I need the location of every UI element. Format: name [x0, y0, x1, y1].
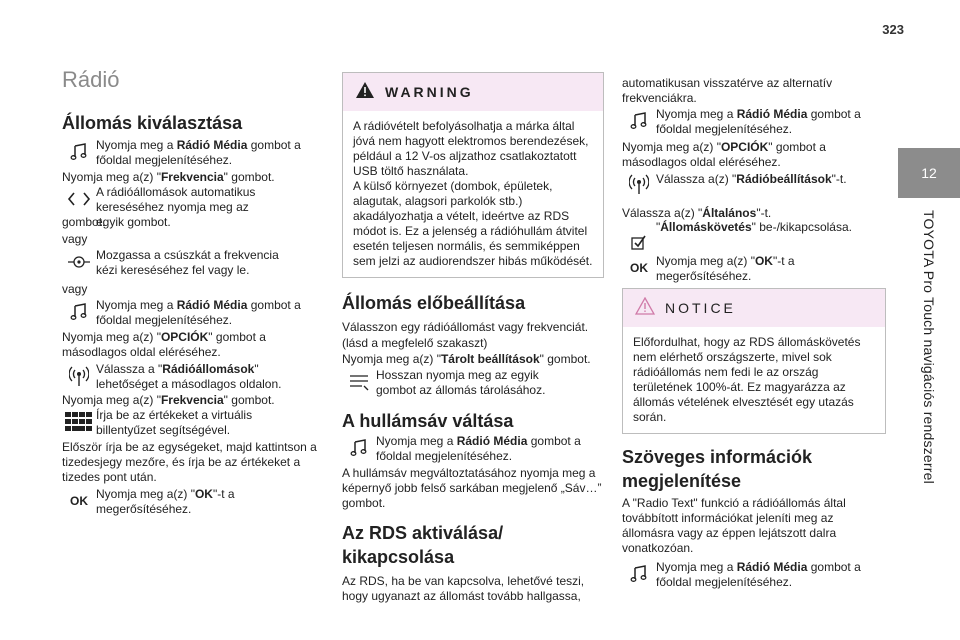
step-text: A rádióállomások automatikus kereséséhez nyomja meg az egyik gombot. — [96, 185, 256, 229]
warning-header — [343, 73, 603, 111]
keypad-icon — [62, 408, 96, 436]
music-note-icon — [622, 107, 656, 135]
paragraph: Először írja be az egységeket, majd kattintson a tizedesjegy mezőre, és írja be az értékeket a tizedes pont után. — [62, 440, 317, 484]
radio-signal-icon — [622, 170, 656, 198]
paragraph: (lásd a megfelelő szakaszt) — [342, 336, 488, 350]
step-text: "Állomáskövetés" be-/kikapcsolása. — [656, 220, 852, 234]
preset-list-icon — [342, 368, 376, 396]
heading-text-info-1: Szöveges információk — [622, 447, 813, 467]
paragraph: automatikusan visszatérve az alternatív frekvenciákra. — [622, 76, 833, 105]
notice-icon — [635, 297, 655, 319]
heading-preset: Állomás előbeállítása — [342, 293, 526, 313]
step-text: Hosszan nyomja meg az egyik gombot az állomás tárolásához. — [376, 368, 546, 397]
step-store — [342, 368, 604, 398]
heading-rds-1: Az RDS aktiválása/ — [342, 523, 504, 543]
heading-band: A hullámsáv váltása — [342, 411, 514, 431]
step-text: Írja be az értékeket a virtuális billentyűzet segítségével. — [96, 408, 253, 437]
warning-box — [342, 72, 604, 278]
section-title: Rádió — [62, 67, 120, 92]
paragraph: Válassza a(z) "Általános"-t. — [622, 206, 772, 220]
step-ok-2 — [622, 254, 882, 284]
music-note-icon — [62, 138, 96, 166]
music-note-icon — [622, 560, 656, 588]
side-title: TOYOTA Pro Touch navigációs rendszerrel — [921, 210, 937, 484]
paragraph: Nyomja meg a(z) "OPCIÓK" gombot a másodlagos oldal eléréséhez. — [62, 330, 266, 359]
ok-icon: OK — [630, 260, 648, 275]
heading-rds-2: kikapcsolása — [342, 547, 455, 567]
step-text: Nyomja meg a Rádió Média gombot a főoldal megjelenítéséhez. — [656, 107, 861, 136]
step-slider — [62, 248, 342, 278]
step-text: Nyomja meg a Rádió Média gombot a főoldal megjelenítéséhez. — [96, 138, 301, 167]
notice-header — [623, 289, 885, 327]
paragraph: Nyomja meg a(z) "OPCIÓK" gombot a másodlagos oldal eléréséhez. — [622, 140, 826, 169]
step-text: Válassza a(z) "Rádióbeállítások"-t. — [656, 172, 847, 186]
step-text: Válassza a "Rádióállomások" lehetőséget a másodlagos oldalon. — [96, 362, 282, 391]
music-note-icon — [342, 434, 376, 462]
paragraph: Nyomja meg a(z) "Frekvencia" gombot. — [62, 170, 275, 184]
chevron-left-right-icon — [62, 185, 96, 213]
paragraph: Válasszon egy rádióállomást vagy frekvenciát. — [342, 320, 589, 334]
step-radio-media-2 — [62, 298, 342, 328]
step-stations — [62, 362, 342, 392]
checkbox-icon — [622, 228, 656, 256]
paragraph: Az RDS, ha be van kapcsolva, lehetővé teszi, hogy ugyanazt az állomást tovább hallgassa, — [342, 574, 585, 603]
step-ok — [62, 487, 342, 517]
heading-text-info-2: megjelenítése — [622, 471, 742, 491]
notice-text: Előfordulhat, hogy az RDS állomáskövetés nem elérhető országszerte, mivel sok rádióállomás nem fedi le az ország területének 100%-át. Ez magyarázza az állomás vételének elvesztését egy utazás során. — [633, 335, 861, 424]
notice-label: NOTICE — [665, 299, 736, 316]
text-or: vagy — [62, 282, 88, 296]
ok-icon: OK — [70, 493, 88, 508]
step-radio-media — [62, 138, 342, 168]
step-radio-media-3 — [622, 107, 882, 137]
step-band — [342, 434, 604, 464]
paragraph: Nyomja meg a(z) "Tárolt beállítások" gombot. — [342, 352, 591, 366]
paragraph: A hullámsáv megváltoztatásához nyomja meg a képernyő jobb felső sarkában megjelenő „Sáv…” gombot. — [342, 466, 602, 510]
step-text: Nyomja meg a Rádió Média gombot a főoldal megjelenítéséhez. — [656, 560, 861, 589]
music-note-icon — [62, 298, 96, 326]
step-keyboard — [62, 408, 342, 438]
paragraph: Nyomja meg a(z) "Frekvencia" gombot. — [62, 393, 275, 407]
step-radio-settings — [622, 170, 882, 198]
step-radio-media-4 — [622, 560, 882, 590]
warning-icon — [355, 81, 375, 103]
text-or: vagy — [62, 232, 88, 246]
paragraph: gombot. — [62, 215, 106, 229]
step-text: Nyomja meg a Rádió Média gombot a főoldal megjelenítéséhez. — [376, 434, 581, 463]
step-text: Nyomja meg a Rádió Média gombot a főoldal megjelenítéséhez. — [96, 298, 301, 327]
radio-signal-icon — [62, 362, 96, 390]
step-text: Nyomja meg a(z) "OK"-t a megerősítéséhez. — [96, 487, 235, 516]
target-slider-icon — [62, 248, 96, 276]
notice-box — [622, 288, 886, 434]
paragraph: A "Radio Text" funkció a rádióállomás által továbbított információkat jeleníti meg az állomásra vagy az éppen lejátszott dalra vonatkozóan. — [622, 496, 846, 555]
page-number: 323 — [882, 22, 904, 37]
warning-text: A rádióvételt befolyásolhatja a márka által jóvá nem hagyott elektromos berendezések, például a 12 V-os aljzathoz csatlakoztatott USB töltő használata. A külső környezet (dombok, épületek, alagutak, alagsori parkolók stb.) akadályozhatja a vételt, ideértve az RDS módot is. Ez a jelenség a rádióhullám átvitel esetén teljesen normális, és semmiképpen sem jelzi az audiorendszer hibás működését. — [353, 119, 593, 268]
warning-label: WARNING — [385, 83, 474, 100]
chapter-tab: 12 — [898, 148, 960, 198]
step-text: Mozgassa a csúszkát a frekvencia kézi kereséséhez fel vagy le. — [96, 248, 279, 277]
step-follow — [622, 220, 882, 256]
heading-station-select: Állomás kiválasztása — [62, 113, 243, 133]
step-text: Nyomja meg a(z) "OK"-t a megerősítéséhez. — [656, 254, 795, 283]
